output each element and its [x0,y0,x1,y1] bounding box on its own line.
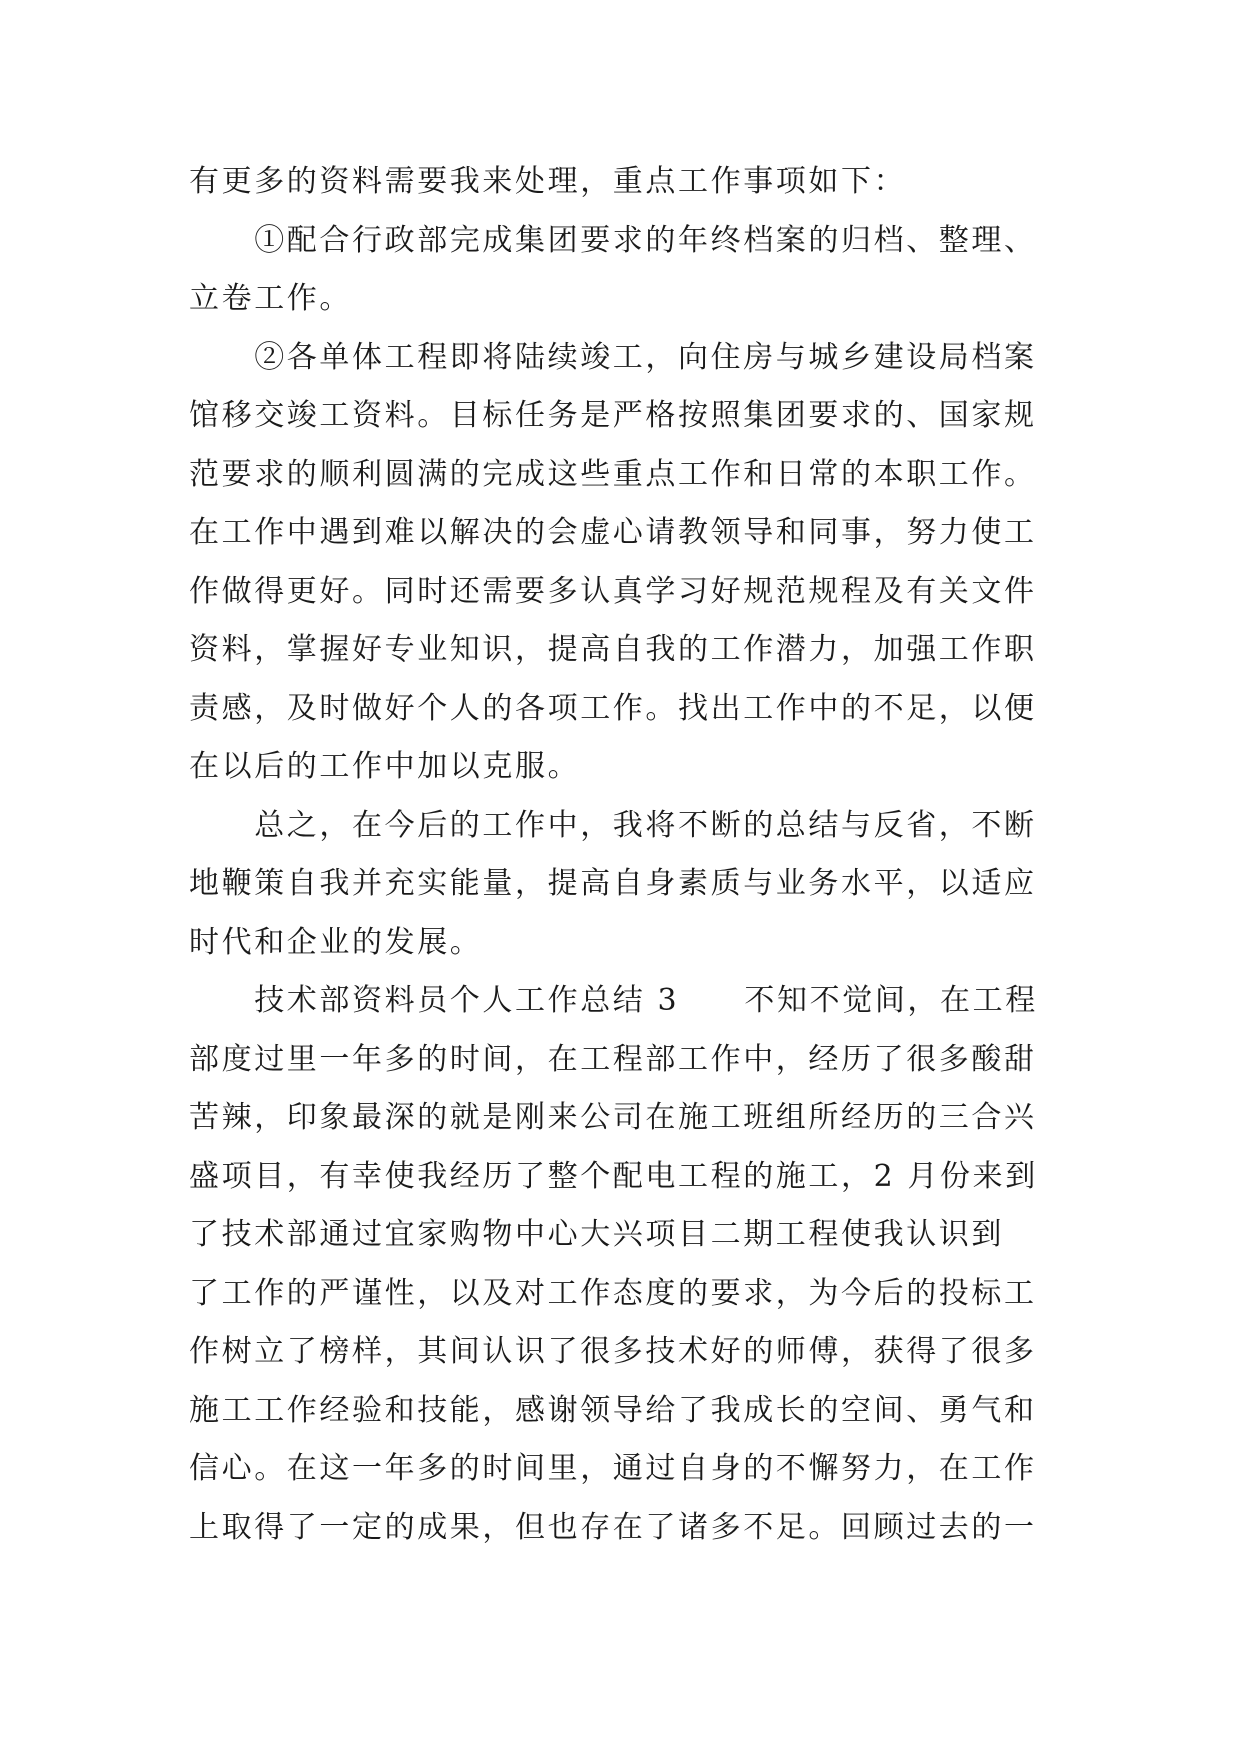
text-line: 盛项目，有幸使我经历了整个配电工程的施工，2 月份来到 [189,1159,1038,1194]
text-line: ①配合行政部完成集团要求的年终档案的归档、整理、 [189,223,1037,258]
text-line: 了技术部通过宜家购物中心大兴项目二期工程使我认识到 [189,1217,1004,1252]
text-line: 部度过里一年多的时间，在工程部工作中，经历了很多酸甜 [189,1042,1037,1077]
text-line: 作树立了榜样，其间认识了很多技术好的师傅，获得了很多 [189,1334,1037,1369]
text-line: 地鞭策自我并充实能量，提高自身素质与业务水平，以适应 [189,866,1037,901]
text-line: 施工工作经验和技能，感谢领导给了我成长的空间、勇气和 [189,1393,1037,1428]
text-line: 时代和企业的发展。 [189,925,483,960]
text-line: 立卷工作。 [189,281,352,316]
text-line: ②各单体工程即将陆续竣工，向住房与城乡建设局档案 [189,340,1037,375]
text-line: 苦辣，印象最深的就是刚来公司在施工班组所经历的三合兴 [189,1100,1037,1135]
text-line: 在以后的工作中加以克服。 [189,749,581,784]
text-line: 责感，及时做好个人的各项工作。找出工作中的不足，以便 [189,691,1037,726]
text-line: 上取得了一定的成果，但也存在了诸多不足。回顾过去的一 [189,1510,1037,1545]
text-line: 资料，掌握好专业知识，提高自我的工作潜力，加强工作职 [189,632,1037,667]
text-line: 作做得更好。同时还需要多认真学习好规范规程及有关文件 [189,574,1037,609]
text-line: 有更多的资料需要我来处理，重点工作事项如下： [189,164,907,199]
text-line: 了工作的严谨性，以及对工作态度的要求，为今后的投标工 [189,1276,1037,1311]
text-line: 总之，在今后的工作中，我将不断的总结与反省，不断 [189,808,1037,843]
text-line: 技术部资料员个人工作总结 3 不知不觉间，在工程 [189,983,1038,1018]
text-line: 馆移交竣工资料。目标任务是严格按照集团要求的、国家规 [189,398,1037,433]
text-line: 范要求的顺利圆满的完成这些重点工作和日常的本职工作。 [189,457,1037,492]
text-line: 信心。在这一年多的时间里，通过自身的不懈努力，在工作 [189,1451,1037,1486]
text-line: 在工作中遇到难以解决的会虚心请教领导和同事，努力使工 [189,515,1037,550]
